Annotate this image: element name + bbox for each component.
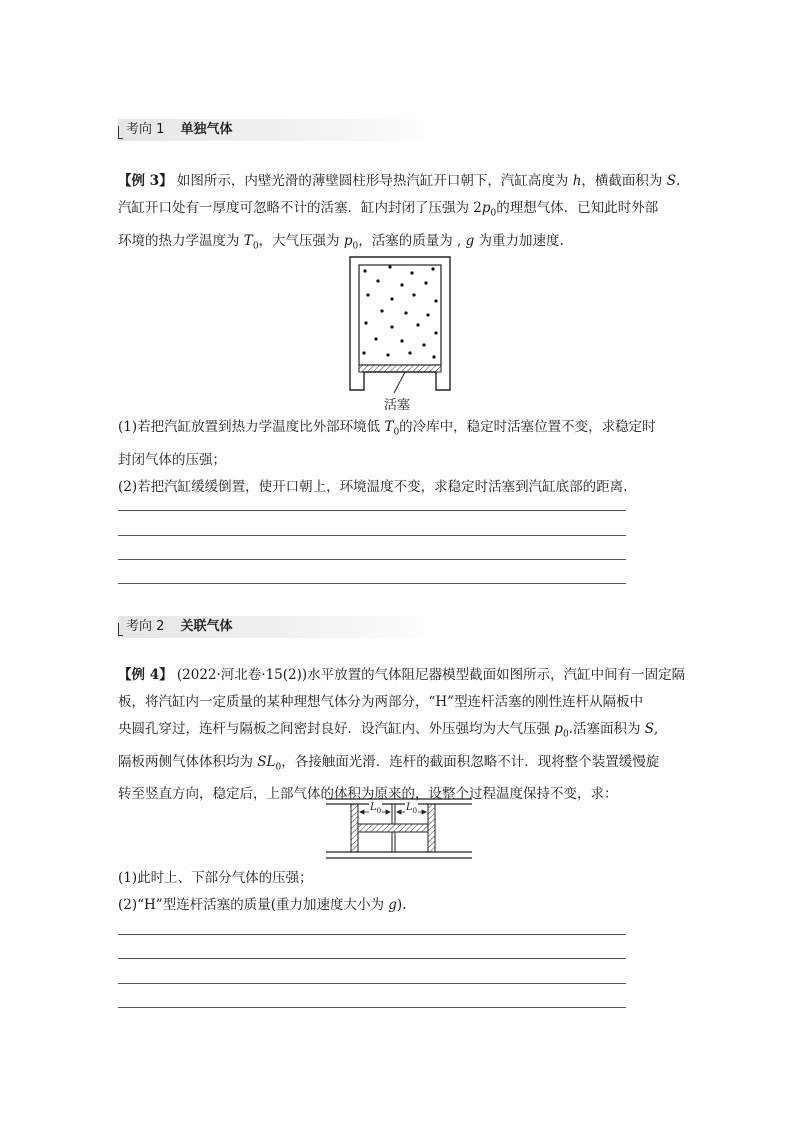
var-T: T xyxy=(243,232,253,249)
gas-particles xyxy=(362,265,437,358)
example-text: .活塞面积为 xyxy=(568,721,645,737)
example-3-statement xyxy=(118,168,688,260)
example-text: 隔板两侧气体体积均为 xyxy=(118,753,258,770)
question-1-text: (1)此时上、下部分气体的压强； xyxy=(118,870,313,886)
dimension-label-right xyxy=(405,802,418,815)
example-text: 的理想气体．已知此时外部 xyxy=(496,200,659,216)
var-SL: SL xyxy=(257,753,276,770)
subscript: 0 xyxy=(412,807,418,815)
damper-figure xyxy=(326,797,472,863)
question-2-text: (2)“H”型连杆活塞的质量(重力加速度大小为 xyxy=(118,897,389,913)
section-number: 考向 2 xyxy=(126,619,165,634)
section-header-1 xyxy=(118,119,436,141)
answer-line[interactable] xyxy=(118,583,626,584)
example-text: 板，将汽缸内一定质量的某种理想气体分为两部分，“H”型连杆活塞的刚性连杆从隔板中 xyxy=(118,694,644,710)
subscript: 0 xyxy=(562,729,569,740)
var-S: S xyxy=(644,721,655,737)
connecting-rod xyxy=(358,824,428,832)
question-1-text: (1)若把汽缸放置到热力学温度比外部环境低 xyxy=(118,419,385,435)
example-text: ，各接触面光滑．连杆的截面积忽略不计．现将整个装置缓慢旋 xyxy=(281,753,660,770)
header-corner-mark xyxy=(118,126,123,139)
example-text: ，活塞的质量为 , xyxy=(358,232,466,249)
right-piston xyxy=(428,804,435,852)
piston xyxy=(359,365,441,372)
example-3-questions xyxy=(118,414,688,501)
subscript: 0 xyxy=(393,427,400,438)
example-tag: 【例 3】 xyxy=(118,173,173,189)
subscript: 0 xyxy=(376,807,382,815)
source-citation: (2022·河北卷·15(2)) xyxy=(176,667,308,683)
section-title: 单独气体 xyxy=(180,122,233,137)
var-p: p xyxy=(554,721,563,737)
left-piston xyxy=(351,804,358,852)
example-text: 水平放置的气体阻尼器模型截面如图所示，汽缸中间有一固定隔 xyxy=(307,667,686,683)
var-S: S xyxy=(666,173,676,189)
example-4-statement xyxy=(118,662,688,808)
section-title: 关联气体 xyxy=(180,619,233,634)
example-text: 转至竖直方向，稳定后，上部气体的体积为原来的，设整个过程温度保持不变，求： xyxy=(118,786,618,803)
var-p: p xyxy=(343,232,353,249)
example-4-questions xyxy=(118,865,688,919)
var-g: g xyxy=(388,897,397,913)
subscript: 0 xyxy=(275,762,282,773)
subscript: 0 xyxy=(490,208,497,219)
var-g: g xyxy=(465,232,475,249)
dimension-label-left xyxy=(369,802,382,815)
example-text: . xyxy=(675,173,681,189)
answer-line[interactable] xyxy=(118,559,626,560)
example-tag: 【例 4】 xyxy=(118,667,173,683)
var-h: h xyxy=(572,173,582,189)
answer-line[interactable] xyxy=(118,983,626,984)
question-1-text: 封闭气体的压强； xyxy=(118,451,226,468)
example-text: 汽缸开口处有一厚度可忽略不计的活塞．缸内封闭了压强为 2 xyxy=(118,200,482,216)
subscript: 0 xyxy=(252,241,259,252)
answer-line[interactable] xyxy=(118,510,626,511)
answer-line[interactable] xyxy=(118,535,626,536)
var-L: L xyxy=(406,802,413,813)
example-text: ，横截面积为 xyxy=(581,173,667,189)
example-text: 环境的热力学温度为 xyxy=(118,232,244,249)
example-text: 为重力加速度. xyxy=(474,232,564,249)
answer-line[interactable] xyxy=(118,1007,626,1008)
example-text: 如图所示，内壁光滑的薄壁圆柱形导热汽缸开口朝下，汽缸高度为 xyxy=(176,173,573,189)
var-T: T xyxy=(384,419,394,435)
section-header-2 xyxy=(118,616,436,638)
example-text: , xyxy=(654,721,659,737)
label-leader-line xyxy=(394,372,405,393)
partition-upper xyxy=(392,804,395,824)
cylinder-figure xyxy=(348,255,452,395)
answer-line[interactable] xyxy=(118,934,626,935)
example-text: 央圆孔穿过，连杆与隔板之间密封良好．设汽缸内、外压强均为大气压强 xyxy=(118,721,555,737)
question-1-text: 的冷库中，稳定时活塞位置不变，求稳定时 xyxy=(399,419,656,435)
var-L: L xyxy=(370,802,377,813)
example-text: ，大气压强为 xyxy=(258,232,344,249)
header-corner-mark xyxy=(118,623,123,636)
question-2-text: (2)若把汽缸缓缓倒置，使开口朝上，环境温度不变，求稳定时活塞到汽缸底部的距离. xyxy=(118,478,628,495)
answer-line[interactable] xyxy=(118,958,626,959)
question-2-text: ). xyxy=(396,897,407,913)
var-p: p xyxy=(481,200,491,216)
partition-lower xyxy=(392,832,395,852)
subscript: 0 xyxy=(352,241,359,252)
piston-label: 活塞 xyxy=(384,398,411,413)
section-number: 考向 1 xyxy=(126,122,165,137)
